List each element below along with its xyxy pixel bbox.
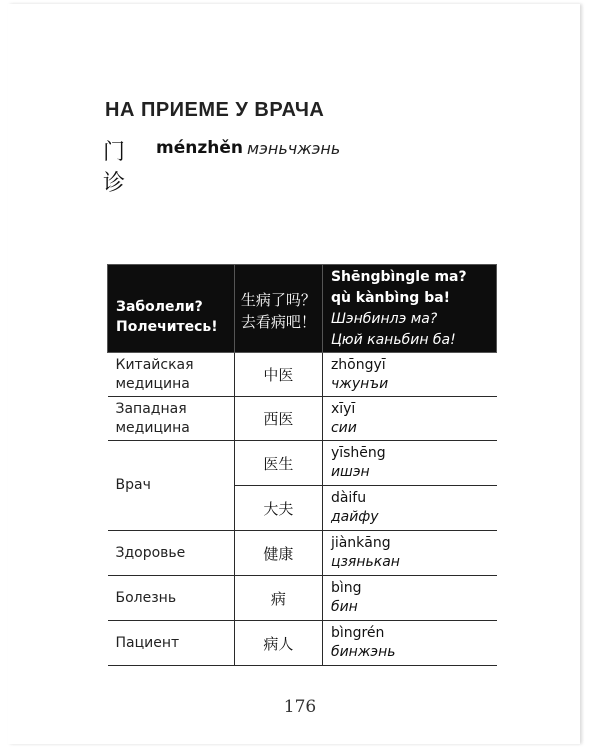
chinese-term: 中医 xyxy=(263,366,294,384)
page-heading: НА ПРИЕМЕ У ВРАЧА xyxy=(105,99,325,121)
cyrillic-term: чжунъи xyxy=(330,375,389,392)
russian-term: Болезнь xyxy=(115,589,177,606)
table-row xyxy=(108,353,497,397)
page-number: 176 xyxy=(283,697,317,717)
pinyin-term: dàifu xyxy=(330,490,367,506)
header-russian-line2: Полечитесь! xyxy=(116,318,218,335)
title-pinyin: ménzhěn xyxy=(156,138,243,158)
header-russian xyxy=(108,265,235,353)
table-header-row xyxy=(108,265,497,353)
chinese-term: 病 xyxy=(270,589,286,608)
title-hanzi: 门诊 xyxy=(103,140,126,196)
pinyin-term: xīyī xyxy=(330,400,356,417)
pinyin-term: bìngrén xyxy=(330,625,385,641)
russian-term: Китайская медицина xyxy=(115,356,194,392)
russian-term: Пациент xyxy=(115,634,180,651)
header-chinese-line1: 生病了吗？ xyxy=(240,290,316,309)
pinyin-term: bìng xyxy=(330,580,362,596)
header-cyrillic-line1: Шэнбинлэ ма? xyxy=(330,310,438,327)
header-russian-line1: Заболели? xyxy=(116,298,203,315)
table-row xyxy=(108,576,497,621)
table-row xyxy=(108,531,497,576)
header-chinese xyxy=(234,265,322,353)
chinese-term: 健康 xyxy=(263,544,294,563)
table-row xyxy=(108,621,497,666)
chinese-term: 大夫 xyxy=(263,499,294,518)
header-chinese-line2: 去看病吧！ xyxy=(240,312,316,331)
header-cyrillic-line2: Цюй каньбин ба! xyxy=(330,331,456,348)
cyrillic-term: дайфу xyxy=(330,509,379,525)
russian-term: Здоровье xyxy=(115,544,186,561)
cyrillic-term: ишэн xyxy=(330,464,370,480)
chinese-term: 病人 xyxy=(263,634,294,653)
cyrillic-term: цзянькан xyxy=(330,554,400,570)
russian-term: Врач xyxy=(115,477,151,493)
header-pinyin-line2: qù kànbìng ba! xyxy=(330,289,451,306)
pinyin-term: yīshēng xyxy=(330,445,386,461)
header-pinyin-line1: Shēngbìngle ma? xyxy=(330,268,467,285)
chinese-term: 医生 xyxy=(263,454,294,473)
cyrillic-term: бинжэнь xyxy=(330,644,396,660)
vocabulary-table xyxy=(107,264,497,666)
header-transcription xyxy=(322,265,496,353)
chinese-term: 西医 xyxy=(263,410,294,428)
cyrillic-term: сии xyxy=(330,419,357,436)
pinyin-term: jiànkāng xyxy=(330,535,391,551)
cyrillic-term: бин xyxy=(330,599,358,615)
title-cyrillic: мэньчжэнь xyxy=(247,139,341,158)
pinyin-term: zhōngyī xyxy=(330,356,386,373)
table-row xyxy=(108,441,497,486)
russian-term: Западная медицина xyxy=(115,400,190,436)
table-row xyxy=(108,397,497,441)
